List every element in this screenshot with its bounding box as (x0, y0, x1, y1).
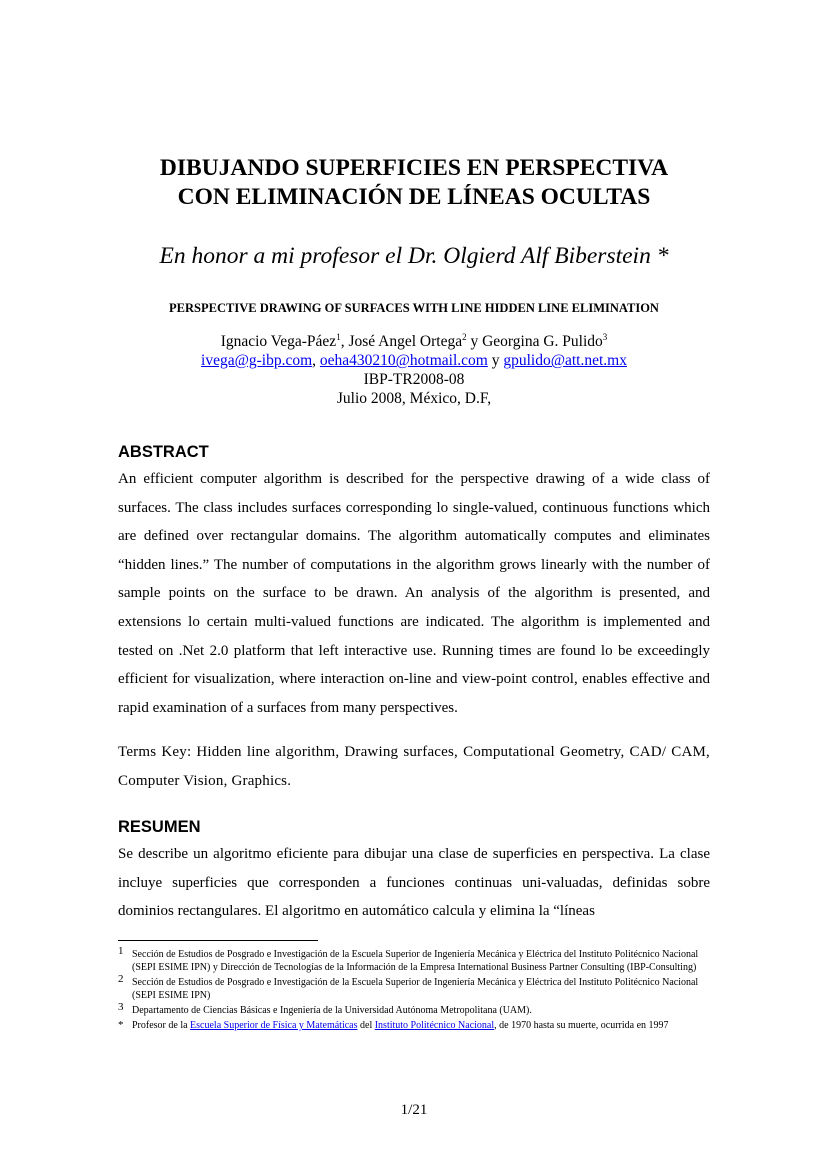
author-1-mark: 1 (336, 332, 341, 342)
author-3: Georgina G. Pulido (482, 333, 603, 351)
author-2-mark: 2 (462, 332, 467, 342)
author-1: Ignacio Vega-Páez (220, 333, 337, 351)
abstract-text: An efficient computer algorithm is described for the perspective drawing of a wide class of surfaces. The class includes surfaces corresponding lo single-valued, continuous functions which are defined over rectangular domains. The algorithm automatically computes and eliminates “hidden lines.” The number of computations in the algorithm grows linearly with the number of sample points on the surface to be drawn. An analysis of the algorithm is presented, and extensions lo certain multi-valued functions are indicated. The algorithm is implemented and tested on .Net 2.0 platform that left interactive use. Running times are found lo be exceedingly efficient for visualization, where interaction on-line and view-point control, enables effective and rapid examination of a surfaces from many perspectives. (118, 471, 710, 716)
author-names (118, 328, 710, 351)
footnote-text: , de 1970 hasta su muerte, ocurrida en 1997 (494, 1020, 669, 1031)
email-separator: y (487, 352, 504, 370)
english-title: PERSPECTIVE DRAWING OF SURFACES WITH LINE HIDDEN LINE ELIMINATION (169, 301, 659, 315)
email-link-1[interactable]: ivega@g-ibp.com (201, 352, 313, 370)
resumen-heading: RESUMEN (118, 818, 201, 836)
author-3-mark: 3 (602, 332, 608, 342)
abstract-heading: ABSTRACT (118, 443, 209, 461)
footnote-2 (118, 973, 710, 1002)
email-separator: , (312, 352, 320, 370)
footnote-star (118, 1019, 710, 1032)
footnote-text: Departamento de Ciencias Básicas e Ingeniería de la Universidad Autónoma Metropolitana (UAM). (132, 1005, 532, 1016)
author-separator: y (466, 333, 483, 351)
dedication: En honor a mi profesor el Dr. Olgierd Alf Biberstein * (159, 243, 669, 269)
footnote-1 (118, 945, 710, 974)
footnote-mark: * (118, 1019, 124, 1031)
resumen-text: Se describe un algoritmo eficiente para dibujar una clase de superficies en perspectiva. La clase incluye superficies que corresponden a funciones continuas uni-valuadas, definidas sobre dominios rectangulares. El algoritmo en automático calcula y elimina la “líneas (118, 846, 710, 920)
terms-key: Terms Key: Hidden line algorithm, Drawing surfaces, Computational Geometry, CAD/ CAM, Computer Vision, Graphics. (118, 744, 710, 789)
paper-title-line-2: CON ELIMINACIÓN DE LÍNEAS OCULTAS (177, 184, 651, 210)
footnote-mark: 3 (118, 1001, 124, 1013)
paper-title-line-1: DIBUJANDO SUPERFICIES EN PERSPECTIVA (159, 155, 669, 181)
page-number: 1/21 (400, 1102, 428, 1118)
author-separator: , (340, 333, 349, 351)
esfm-link[interactable]: Escuela Superior de Física y Matemáticas (190, 1020, 358, 1031)
footnote-mark: 2 (118, 973, 124, 985)
footnote-text: Sección de Estudios de Posgrado e Investigación de la Escuela Superior de Ingeniería Mecánica y Eléctrica del Instituto Politécnico Nacional (SEPI ESIME IPN) (132, 977, 699, 1001)
ipn-link[interactable]: Instituto Politécnico Nacional (374, 1020, 495, 1031)
report-id: IBP-TR2008-08 (363, 371, 465, 389)
author-2: José Angel Ortega (348, 333, 463, 351)
publication-date: Julio 2008, México, D.F, (336, 390, 492, 408)
email-link-2[interactable]: oeha430210@hotmail.com (319, 352, 488, 370)
email-link-3[interactable]: gpulido@att.net.mx (503, 352, 627, 370)
footnote-mark: 1 (118, 945, 124, 957)
footnote-text: Sección de Estudios de Posgrado e Investigación de la Escuela Superior de Ingeniería Mecánica y Eléctrica del Instituto Politécnico Nacional (SEPI ESIME IPN) y Dirección de Tecnologías de la Información de la Empresa International Business Partner Consulting (IBP-Consulting) (132, 949, 699, 973)
paper-page (118, 0, 710, 1170)
paper-title (118, 154, 710, 212)
footnote-text: del (357, 1020, 375, 1031)
footnote-text: Profesor de la (132, 1020, 191, 1031)
footnote-3 (118, 1001, 710, 1017)
author-emails (118, 351, 710, 370)
author-block (118, 328, 710, 408)
footnote-divider (118, 940, 318, 941)
footnotes (118, 945, 710, 1034)
